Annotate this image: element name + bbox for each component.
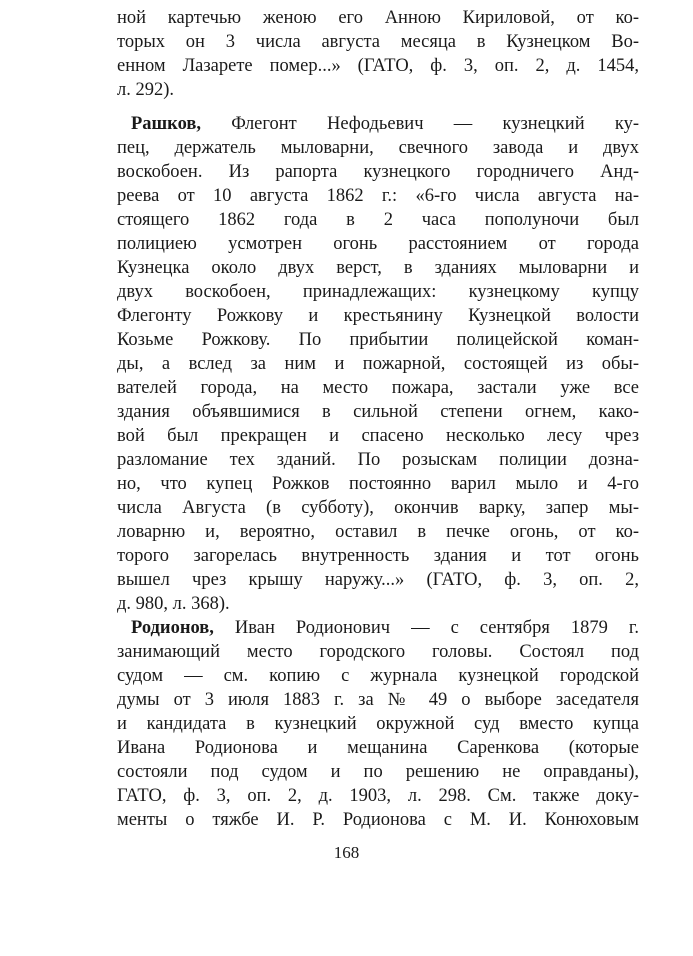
text-line: полициею усмотрен огонь расстоянием от города <box>117 234 639 254</box>
text-line: но, что купец Рожков постоянно варил мыло и 4-го <box>117 474 639 494</box>
text-line: д. 980, л. 368). <box>117 594 230 614</box>
text-line: состояли под судом и по решению не оправданы), <box>117 762 639 782</box>
text-line: вой был прекращен и спасено несколько лесу чрез <box>117 426 639 446</box>
text-line: ГАТО, ф. 3, оп. 2, д. 1903, л. 298. См. также доку- <box>117 786 639 806</box>
page-number: 168 <box>333 843 360 862</box>
text-line: Кузнецка около двух верст, в зданиях мыловарни и <box>117 258 639 278</box>
text-line: судом — см. копию с журнала кузнецкой городской <box>117 666 639 686</box>
text-line: воскобоен. Из рапорта кузнецкого городничего Анд- <box>117 162 639 182</box>
text-line: л. 292). <box>117 80 175 100</box>
text-line: вателей города, на место пожара, застали уже все <box>117 378 639 398</box>
entry-heading-line: Родионов, Иван Родионович — с сентября 1879 г. <box>131 618 639 638</box>
text-line: стоящего 1862 года в 2 часа пополуночи был <box>117 210 639 230</box>
text-line: вышел чрез крышу наружу...» (ГАТО, ф. 3, оп. 2, <box>117 570 639 590</box>
text-line: ной картечью женою его Анною Кириловой, от ко- <box>117 8 639 28</box>
text-line: здания объявшимися в сильной степени огнем, како- <box>117 402 639 422</box>
text-line: ловарню и, вероятно, оставил в печке огонь, от ко- <box>117 522 639 542</box>
text-line: думы от 3 июля 1883 г. за № 49 о выборе заседателя <box>117 690 639 710</box>
text-line: енном Лазарете помер...» (ГАТО, ф. 3, оп. 2, д. 1454, <box>117 56 639 76</box>
text-line: Ивана Родионова и мещанина Саренкова (которые <box>117 738 639 758</box>
entry-surname: Родионов, <box>131 618 214 638</box>
text-line: пец, держатель мыловарни, свечного завода и двух <box>117 138 639 158</box>
text-line: торых он 3 числа августа месяца в Кузнецком Во- <box>117 32 639 52</box>
text-line: разломание тех зданий. По розыскам полиции дозна- <box>117 450 639 470</box>
text-line: ды, а вслед за ним и пожарной, состоящей из обы- <box>117 354 639 374</box>
text-line: реева от 10 августа 1862 г.: «6-го числа августа на- <box>117 186 639 206</box>
text-line: Козьме Рожкову. По прибытии полицейской коман- <box>117 330 639 350</box>
text-line: занимающий место городского головы. Состоял под <box>117 642 639 662</box>
text-line: числа Августа (в субботу), окончив варку, запер мы- <box>117 498 639 518</box>
text-line: менты о тяжбе И. Р. Родионова с М. И. Конюховым <box>117 810 639 830</box>
text-line: торого загорелась внутренность здания и тот огонь <box>117 546 639 566</box>
text-line: Флегонту Рожкову и крестьянину Кузнецкой волости <box>117 306 639 326</box>
text-line: и кандидата в кузнецкий окружной суд вместо купца <box>117 714 639 734</box>
entry-surname: Рашков, <box>131 114 201 134</box>
text-line: двух воскобоен, принадлежащих: кузнецкому купцу <box>117 282 639 302</box>
entry-heading-line: Рашков, Флегонт Нефодьевич — кузнецкий ку- <box>131 114 639 134</box>
